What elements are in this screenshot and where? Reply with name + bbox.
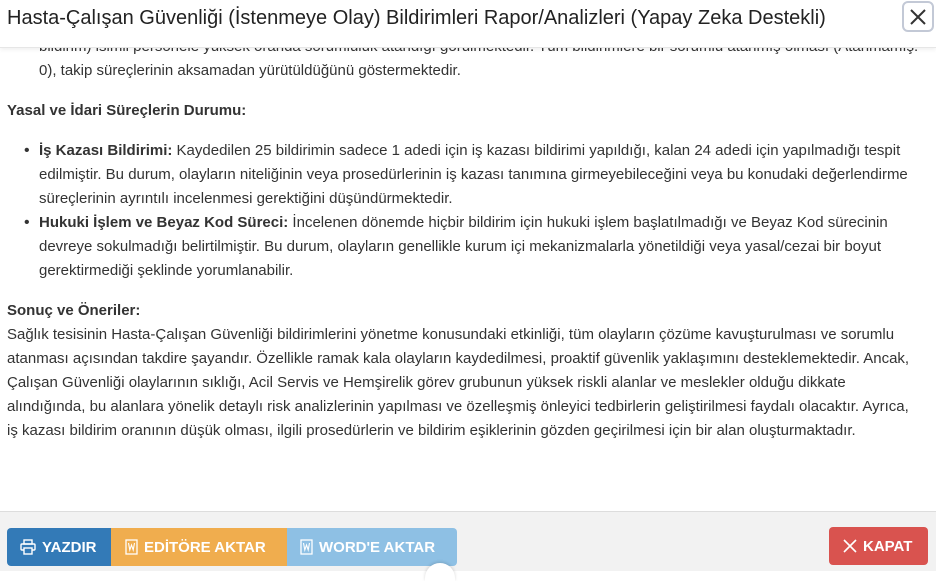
export-to-word-label: WORD'E AKTAR [319, 538, 436, 556]
print-button[interactable] [7, 528, 111, 566]
printer-icon [20, 539, 36, 555]
list-item-label: İş Kazası Bildirimi: [39, 142, 173, 159]
document-icon [125, 539, 138, 555]
section-heading-legal: Yasal ve İdari Süreçlerin Durumu: [7, 102, 247, 119]
export-to-editor-label: EDİTÖRE AKTAR [144, 538, 266, 556]
list-item-text: Kaydedilen 25 bildirimin sadece 1 adedi için iş kazası bildirimi yapıldığı, kalan 24 adedi için yapılmadığı tespit edilmiştir. Bu durum, olayların niteliğinin veya prosedürlerinin iş kazası tanımına girmeyebileceğini veya bu konudaki değerlendirme süreçlerinin ayrıntılı incelenmesi gerektiğini düşündürmektedir. [39, 142, 908, 207]
kapat-button-label: KAPAT [863, 537, 913, 555]
conclusion-paragraph: Sağlık tesisinin Hasta-Çalışan Güvenliği bildirimlerini yönetme konusundaki etkinliği, tüm olayların çözüme kavuşturulması ve sorumlu atanması açısından takdire şayandır. Özellikle ramak kala olayların kaydedilmesi, proaktif güvenlik yaklaşımını desteklemektedir. Ancak, Çalışan Güvenliği olaylarının sıklığı, Acil Servis ve Hemşirelik görev grubunun yüksek riskli alanlar ve meslekler olduğu dikkate alındığında, bu alanlara yönelik detaylı risk analizlerinin yapılması ve özelleşmiş önleyici tedbirlerin geliştirilmesi faydalı olacaktır. Ayrıca, iş kazası bildirim oranının düşük olması, ilgili prosedürlerin ve bildirim eşiklerinin gözden geçirilmesi için bir alan oluşturmaktadır. [7, 326, 910, 439]
list-item-text: İncelenen dönemde hiçbir bildirim için hukuki işlem başlatılmadığı ve Beyaz Kod sürecinin devreye sokulmadığı belirtilmiştir. Bu durum, olayların genellikle kurum içi mekanizmalarla yönetildiği veya yasal/cezai bir boyut gerektirmediği şeklinde yorumlanabilir. [39, 214, 888, 279]
list-item-work-accident [39, 139, 923, 211]
modal-header [0, 0, 936, 48]
close-icon [909, 8, 927, 26]
word-icon [300, 539, 313, 555]
legal-list [0, 139, 923, 283]
modal-close-button[interactable] [902, 1, 934, 32]
kapat-button[interactable] [829, 527, 928, 565]
export-to-editor-button[interactable] [111, 528, 287, 566]
intro-text: 0), takip süreçlerinin aksamadan yürütüldüğünü göstermektedir. [39, 62, 461, 79]
section-heading-conclusion: Sonuç ve Öneriler: [7, 302, 141, 319]
print-button-label: YAZDIR [42, 538, 97, 556]
list-item-legal-process [39, 211, 923, 283]
x-icon [843, 539, 857, 553]
modal-title: Hasta-Çalışan Güvenliği (İstenmeye Olay) Bildirimleri Rapor/Analizleri (Yapay Zeka Destekli) [7, 7, 826, 29]
export-to-word-button[interactable] [287, 528, 457, 566]
list-item-label: Hukuki İşlem ve Beyaz Kod Süreci: [39, 214, 289, 231]
report-content[interactable] [0, 35, 936, 511]
modal-footer [0, 512, 936, 571]
